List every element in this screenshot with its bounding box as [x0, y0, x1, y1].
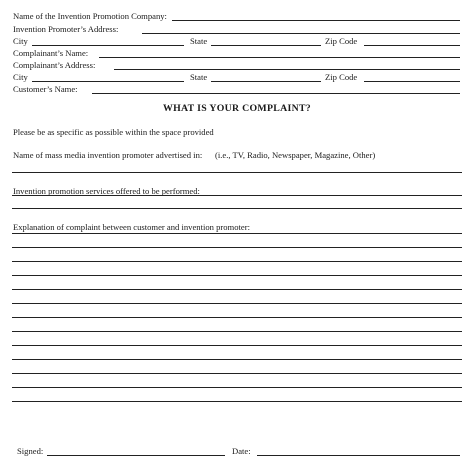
explanation-line[interactable] [12, 373, 462, 374]
services-label: Invention promotion services offered to be performed: [13, 186, 200, 196]
complainant-name-field[interactable] [99, 57, 460, 58]
promoter-state-field[interactable] [211, 45, 321, 46]
signature-field[interactable] [47, 455, 225, 456]
complainant-address-label: Complainant’s Address: [13, 60, 96, 70]
explanation-label: Explanation of complaint between customer and invention promoter: [13, 222, 250, 232]
complainant-city-field[interactable] [32, 81, 184, 82]
complainant-address-field[interactable] [114, 69, 460, 70]
media-label: Name of mass media invention promoter advertised in: [13, 150, 203, 160]
instruction-text: Please be as specific as possible within the space provided [13, 127, 214, 137]
explanation-line[interactable] [12, 303, 462, 304]
promoter-address-label: Invention Promoter’s Address: [13, 24, 119, 34]
company-name-field[interactable] [172, 20, 460, 21]
complaint-title: WHAT IS YOUR COMPLAINT? [163, 103, 311, 114]
state-label: State [190, 72, 208, 82]
city-label: City [13, 36, 28, 46]
zip-code-label: Zip Code [325, 72, 358, 82]
explanation-line[interactable] [12, 331, 462, 332]
customer-name-field[interactable] [92, 93, 460, 94]
media-answer-line[interactable] [12, 172, 462, 173]
explanation-line[interactable] [12, 359, 462, 360]
complainant-state-field[interactable] [211, 81, 321, 82]
complainant-zip-field[interactable] [364, 81, 460, 82]
media-examples: (i.e., TV, Radio, Newspaper, Magazine, Other) [215, 150, 376, 160]
explanation-line[interactable] [12, 233, 462, 234]
city-label: City [13, 72, 28, 82]
services-answer-line[interactable] [12, 208, 462, 209]
zip-code-label: Zip Code [325, 36, 358, 46]
explanation-line[interactable] [12, 247, 462, 248]
date-label: Date: [232, 446, 251, 456]
explanation-line[interactable] [12, 317, 462, 318]
promoter-address-field[interactable] [142, 33, 460, 34]
explanation-line[interactable] [12, 387, 462, 388]
explanation-line[interactable] [12, 345, 462, 346]
promoter-zip-field[interactable] [364, 45, 460, 46]
complainant-name-label: Complainant’s Name: [13, 48, 89, 58]
explanation-line[interactable] [12, 275, 462, 276]
explanation-line[interactable] [12, 289, 462, 290]
customer-name-label: Customer’s Name: [13, 84, 78, 94]
explanation-line[interactable] [12, 261, 462, 262]
company-name-label: Name of the Invention Promotion Company: [13, 11, 167, 21]
state-label: State [190, 36, 208, 46]
promoter-city-field[interactable] [32, 45, 184, 46]
signed-label: Signed: [17, 446, 44, 456]
explanation-line[interactable] [12, 401, 462, 402]
services-answer-line[interactable] [12, 195, 462, 196]
date-field[interactable] [257, 455, 460, 456]
